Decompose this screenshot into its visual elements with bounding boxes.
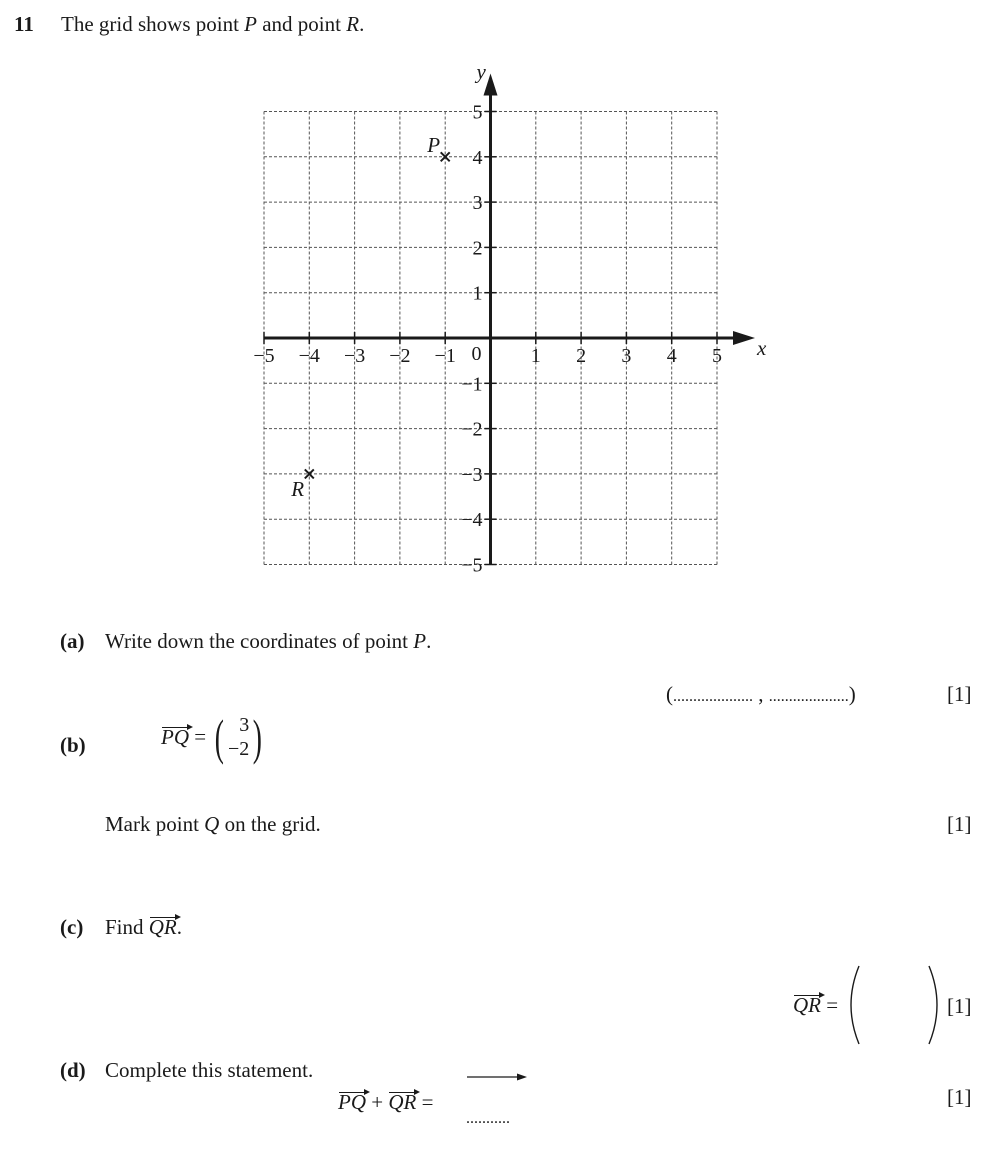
point-p-label: P bbox=[427, 132, 441, 157]
part-c-marks: [1] bbox=[947, 994, 972, 1018]
y-tick-label: −2 bbox=[461, 418, 483, 441]
x-axis-arrow-icon bbox=[733, 331, 755, 345]
column-bottom: −2 bbox=[228, 738, 250, 760]
part-a-var: P bbox=[413, 629, 427, 653]
x-tick-label: 5 bbox=[712, 345, 722, 367]
plus-sign: + bbox=[371, 1090, 384, 1114]
column-top: 3 bbox=[239, 714, 250, 736]
stem-text-3: . bbox=[359, 12, 365, 36]
answer-close-paren: ) bbox=[848, 682, 856, 706]
y-tick-label: 2 bbox=[472, 237, 483, 260]
y-tick-label: −1 bbox=[461, 373, 483, 396]
part-d-text: Complete this statement. bbox=[105, 1058, 314, 1082]
part-c-question bbox=[105, 915, 182, 940]
part-a-label: (a) bbox=[60, 629, 85, 653]
column-close-paren: ) bbox=[253, 709, 263, 765]
part-a-text: Write down the coordinates of point bbox=[105, 629, 414, 653]
part-a-answer-line[interactable] bbox=[666, 682, 856, 707]
part-c-answer-label bbox=[793, 993, 838, 1018]
column-vector bbox=[228, 713, 249, 761]
y-tick-label: −4 bbox=[461, 509, 483, 532]
point-r-label: R bbox=[291, 476, 305, 501]
part-a-text-end: . bbox=[426, 629, 432, 653]
coordinate-grid[interactable] bbox=[240, 56, 780, 586]
stem-text-1: The grid shows point bbox=[61, 12, 245, 36]
part-a-marks: [1] bbox=[947, 682, 972, 706]
part-b-instruction bbox=[105, 812, 321, 837]
part-d-marks: [1] bbox=[947, 1085, 972, 1109]
part-d-label: (d) bbox=[60, 1058, 86, 1082]
bracket-left bbox=[851, 966, 859, 1044]
answer-x-dots[interactable]: .................... bbox=[673, 688, 753, 705]
x-tick-label: −1 bbox=[434, 345, 456, 367]
question-stem bbox=[61, 12, 364, 37]
answer-arrow-icon bbox=[465, 1071, 529, 1083]
x-tick-label: 4 bbox=[666, 345, 677, 367]
y-axis-label: y bbox=[476, 59, 486, 84]
stem-point-r: R bbox=[346, 12, 360, 36]
x-tick-label: −5 bbox=[253, 345, 275, 367]
qr-answer-vector: QR bbox=[793, 993, 821, 1017]
column-open-paren: ( bbox=[215, 709, 225, 765]
x-tick-label: −3 bbox=[343, 345, 366, 367]
part-b-marks: [1] bbox=[947, 812, 972, 836]
x-axis-label: x bbox=[757, 336, 767, 360]
y-tick-label: 4 bbox=[472, 146, 483, 169]
part-c-text: Find bbox=[105, 915, 149, 939]
origin-label: 0 bbox=[471, 343, 482, 365]
bracket-right bbox=[929, 966, 937, 1044]
x-tick-label: 3 bbox=[621, 345, 632, 367]
sum-equals: = bbox=[421, 1090, 434, 1114]
y-tick-label: 5 bbox=[472, 101, 483, 124]
part-d-statement bbox=[338, 1090, 433, 1115]
stem-point-p: P bbox=[244, 12, 257, 36]
part-c-label: (c) bbox=[60, 915, 84, 939]
y-tick-label: 3 bbox=[472, 192, 483, 215]
x-tick-label: 2 bbox=[576, 345, 587, 367]
part-c-period: . bbox=[176, 915, 183, 939]
part-b-vector-equation bbox=[161, 709, 266, 765]
qr-answer-brackets[interactable] bbox=[845, 962, 945, 1048]
y-tick-label: −5 bbox=[461, 554, 483, 577]
x-tick-label: 1 bbox=[530, 345, 541, 367]
x-tick-label: −2 bbox=[389, 345, 411, 367]
part-a-question bbox=[105, 629, 431, 654]
answer-open-paren: ( bbox=[666, 682, 673, 706]
x-tick-label: −4 bbox=[298, 345, 320, 367]
part-d-answer-dots[interactable]: ........... bbox=[466, 1110, 510, 1127]
y-tick-label: −3 bbox=[461, 463, 483, 486]
pq-sum-vector: PQ bbox=[338, 1090, 366, 1114]
part-b-label: (b) bbox=[60, 733, 86, 757]
part-b-instr-end: on the grid. bbox=[219, 812, 321, 836]
y-tick-label: 1 bbox=[472, 282, 483, 305]
answer-comma: , bbox=[753, 682, 769, 706]
qr-vector: QR bbox=[148, 915, 177, 939]
question-number: 11 bbox=[14, 12, 34, 36]
answer-y-dots[interactable]: .................... bbox=[768, 688, 849, 705]
pq-vector: PQ bbox=[161, 724, 189, 749]
part-b-instr-text: Mark point bbox=[105, 812, 205, 836]
part-b-instr-var: Q bbox=[204, 812, 220, 836]
pq-equals: = bbox=[194, 724, 207, 749]
qr-sum-vector: QR bbox=[388, 1090, 417, 1114]
qr-answer-equals: = bbox=[826, 993, 839, 1017]
stem-text-2: and point bbox=[256, 12, 347, 36]
